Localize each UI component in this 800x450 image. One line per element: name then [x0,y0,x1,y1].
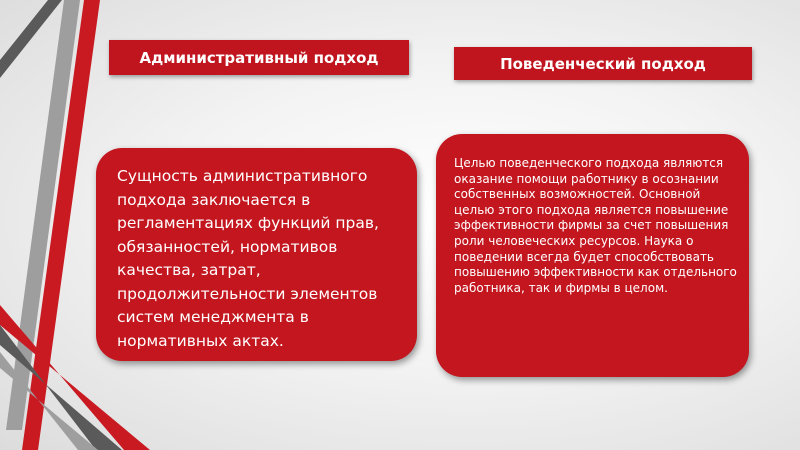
administrative-approach-card [96,148,417,361]
behavioral-approach-heading [454,47,752,80]
administrative-approach-heading [109,40,409,75]
behavioral-approach-card [436,134,749,377]
administrative-approach-text: Сущность административного подхода заключается в регламентациях функций прав, обязанностей, нормативов качества, затрат, продолжительности элементов систем менеджмента в нормативных актах. [117,167,379,350]
administrative-approach-heading-text: Административный подход [139,48,379,67]
behavioral-approach-heading-text: Поведенческий подход [500,54,706,73]
dark-stripe-top [0,0,62,78]
behavioral-approach-text: Целью поведенческого подхода являются оказание помощи работнику в осознании собственных возможностей. Основной целью этого подхода является повышение эффективности фирмы за счет повышения роли человеческих ресурсов. Наука о поведении всегда будет способствовать повышению эффективности как отдельного работника, так и фирмы в целом. [454,156,737,295]
